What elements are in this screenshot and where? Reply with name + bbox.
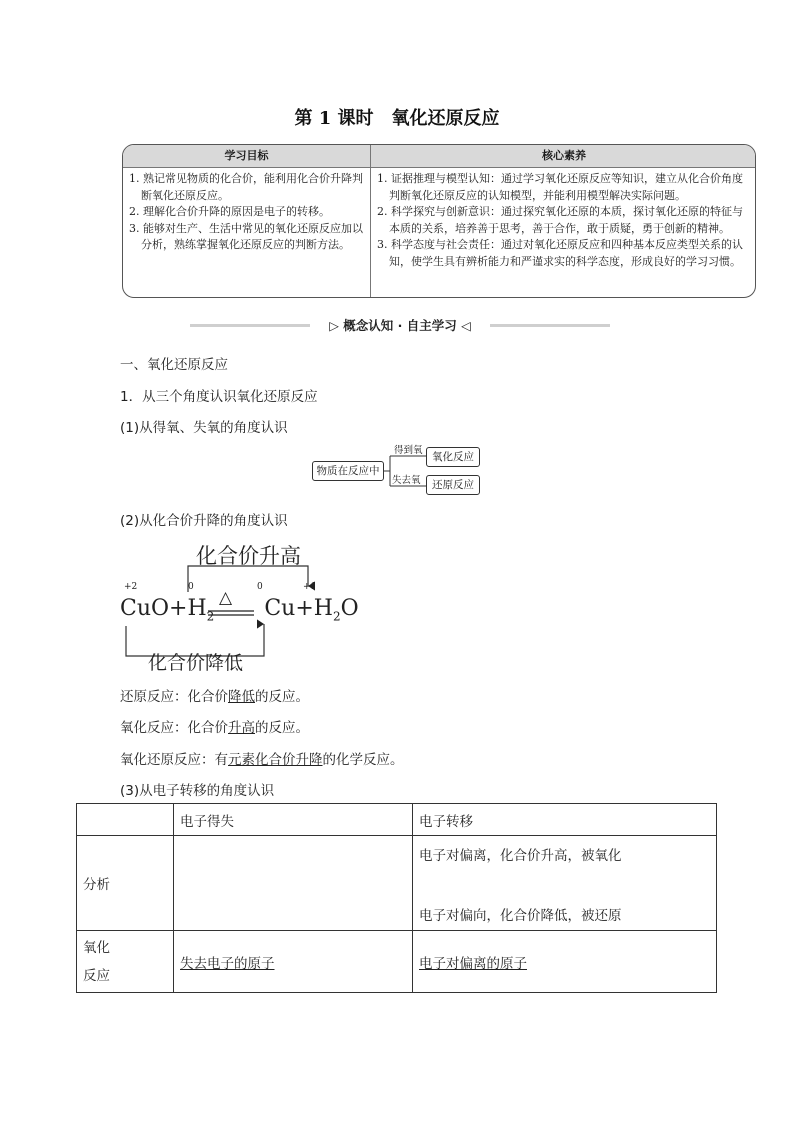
reduction-definition: [120, 685, 309, 705]
table-cell: [174, 836, 413, 931]
definition-key: 降低: [228, 689, 255, 705]
learning-goals-box: [122, 144, 756, 298]
subheading-oxygen: (1)从得氧、失氧的角度认识: [120, 420, 288, 436]
valence-increase-label: 化合价升高: [196, 544, 301, 568]
formula-h2o-o: O: [340, 596, 359, 621]
core-literacy-list: [377, 171, 753, 270]
oxidation-definition: [120, 716, 309, 736]
learning-goals-list: [129, 171, 363, 254]
heat-symbol: △: [219, 588, 233, 608]
table-cell: [174, 931, 413, 993]
definition-suffix: 的化学反应。: [322, 752, 404, 768]
table-header-row: [77, 804, 717, 836]
valence-decrease-label: 化合价降低: [148, 652, 244, 674]
core-literacy-header: 核心素养: [371, 145, 756, 168]
definition-prefix: 氧化还原反应：有: [120, 752, 228, 768]
table-cell: [413, 931, 717, 993]
table-header-cell: 电子得失: [174, 804, 413, 836]
answer-text: 失去电子的原子: [180, 955, 275, 972]
core-literacy-item: 1. 证据推理与模型认知：通过学习氧化还原反应等知识，建立从化合价角度判断氧化还原反应的认知模型，并能利用模型解决实际问题。: [377, 172, 743, 202]
analysis-line: 电子对偏向，化合价降低，被还原: [419, 908, 622, 924]
valence-equation-diagram: [118, 538, 358, 672]
ox-state-cu-right: 0: [257, 582, 263, 592]
learning-goal-item: 1. 熟记常见物质的化合价，能利用化合价升降判断氧化还原反应。: [129, 172, 363, 202]
plus-sign: +: [169, 596, 188, 621]
heading-three-angles: 1．从三个角度认识氧化还原反应: [120, 389, 318, 405]
formula-h: H: [187, 596, 207, 621]
row-label-line: 氧化: [83, 939, 110, 956]
flow-reduction-box: 还原反应: [426, 475, 480, 495]
chemical-equation: [120, 596, 359, 623]
redox-definition: [120, 748, 404, 768]
flow-bottom-label: 失去氧: [392, 475, 421, 486]
table-header-cell: 电子转移: [413, 804, 717, 836]
electron-transfer-table: [76, 803, 717, 993]
learning-goal-item: 3. 能够对生产、生活中常见的氧化还原反应加以分析，熟练掌握氧化还原反应的判断方法。: [129, 221, 363, 251]
formula-cu: Cu: [264, 596, 296, 621]
oxygen-flow-diagram: [312, 444, 482, 496]
definition-suffix: 的反应。: [255, 689, 309, 705]
table-row: [77, 931, 717, 993]
formula-h-subscript: 2: [206, 609, 215, 624]
row-label-line: 反应: [83, 967, 110, 984]
definition-key: 元素化合价升降: [228, 752, 323, 768]
flow-top-label: 得到氧: [394, 445, 423, 456]
core-literacy-item: 2. 科学探究与创新意识：通过探究氧化还原的本质，探讨氧化还原的特征与本质的关系，培养善于思考，善于合作，敢于质疑，勇于创新的精神。: [377, 205, 743, 235]
table-row-label: [77, 931, 174, 993]
table-header-cell: [77, 804, 174, 836]
ox-state-cu-left: +2: [124, 582, 138, 592]
learning-goals-header: 学习目标: [123, 145, 370, 168]
table-cell: [413, 836, 717, 931]
definition-prefix: 氧化反应：化合价: [120, 720, 228, 736]
section-banner: [190, 316, 610, 334]
flow-source-box: 物质在反应中: [312, 461, 384, 481]
subheading-electron: (3)从电子转移的角度认识: [120, 783, 275, 799]
subheading-valence: (2)从化合价升降的角度认识: [120, 513, 288, 529]
table-row: [77, 836, 717, 931]
section-banner-text: ▷ 概念认知 · 自主学习 ◁: [329, 318, 471, 333]
ox-state-h-right: +1: [303, 582, 317, 592]
definition-prefix: 还原反应：化合价: [120, 689, 228, 705]
heading-redox: 一、氧化还原反应: [120, 357, 228, 373]
core-literacy-item: 3. 科学态度与社会责任：通过对氧化还原反应和四种基本反应类型关系的认知，使学生具有辨析能力和严谨求实的科学态度，形成良好的学习习惯。: [377, 238, 743, 268]
learning-goal-item: 2. 理解化合价升降的原因是电子的转移。: [129, 205, 330, 218]
analysis-line: 电子对偏离，化合价升高，被氧化: [419, 848, 622, 864]
plus-sign: +: [295, 596, 314, 621]
page-title: 第 1 课时 氧化还原反应: [294, 108, 500, 129]
ox-state-h-left: 0: [188, 582, 194, 592]
formula-h2o-h: H: [313, 596, 333, 621]
formula-h2o-subscript: 2: [332, 609, 341, 624]
definition-suffix: 的反应。: [255, 720, 309, 736]
table-row-label: 分析: [77, 836, 174, 931]
column-divider: [370, 145, 371, 298]
answer-text: 电子对偏离的原子: [419, 955, 527, 972]
formula-cuo: CuO: [120, 596, 170, 621]
definition-key: 升高: [228, 720, 255, 736]
flow-oxidation-box: 氧化反应: [426, 447, 480, 467]
